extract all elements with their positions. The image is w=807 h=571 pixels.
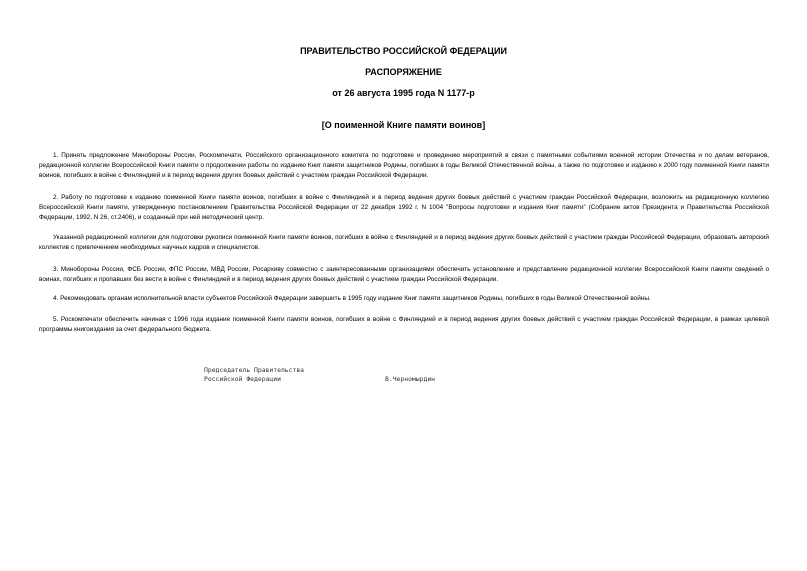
paragraph-3: 3. Минобороны России, ФСБ России, ФПС России, МВД России, Росархиву совместно с заинтересованными организациями обеспечить установление и представление редакционной коллегии Всероссийской Книги памяти сведений о воинах, погибших и пропавших без вести в войне с Финляндией и в период ведения других боевых действий с участием граждан Российской Федерации. bbox=[39, 266, 769, 283]
document-type-heading: РАСПОРЯЖЕНИЕ bbox=[365, 67, 442, 77]
signatory-title-line-1: Председатель Правительства bbox=[204, 366, 305, 374]
paragraph-2-continued: Указанной редакционной коллегии для подготовки рукописи поименной Книги памяти воинов, погибших в войне с Финляндией и в период ведения других боевых действий с участием граждан Российской Федерации, образовать авторский коллектив с привлечением необходимых научных кадров и специалистов. bbox=[39, 234, 769, 251]
document-subject: [О поименной Книге памяти воинов] bbox=[321, 120, 486, 130]
paragraph-5: 5. Роскомпечати обеспечить начиная с 1996 года издание поименной Книги памяти воинов, погибших в войне с Финляндией и в период ведения других боевых действий с участием граждан Российской Федерации, в рамках целевой программы книгоиздания за счет федерального бюджета. bbox=[39, 316, 769, 333]
paragraph-1: 1. Принять предложение Минобороны России, Роскомпечати, Российского организационного комитета по подготовке и проведению мероприятий в связи с памятными событиями военной истории Отечества и по делам ветеранов, редакционной коллегии Всероссийской Книги памяти о продолжении работы по изданию Книг памяти защитников Родины, погибших в годы Великой Отечественной войны, а также по подготовке и изданию к 2000 году поименной Книги памяти воинов, погибших в войне с Финляндией и в период ведения других боевых действий с участием граждан Российской Федерации. bbox=[39, 152, 769, 179]
signatory-name: В.Черномырдин bbox=[385, 375, 436, 383]
paragraph-4: 4. Рекомендовать органам исполнительной власти субъектов Российской Федерации завершить в 1995 году издание Книг памяти защитников Родины, погибших в годы Великой Отечественной войны. bbox=[53, 295, 651, 302]
signatory-title-line-2: Российской Федерации bbox=[204, 375, 281, 383]
issuer-heading: ПРАВИТЕЛЬСТВО РОССИЙСКОЙ ФЕДЕРАЦИИ bbox=[300, 46, 507, 56]
document-date-number: от 26 августа 1995 года N 1177-р bbox=[332, 88, 475, 98]
paragraph-2: 2. Работу по подготовке к изданию поименной Книги памяти воинов, погибших в войне с Финляндией и в период ведения других боевых действий с участием граждан Российской Федерации, возложить на редакционную коллегию Всероссийской Книги памяти, утвержденную постановлением Правительства Российской Федерации от 22 декабря 1992 г. N 1004 "Вопросы подготовки и издания Книг памяти" (Собрание актов Президента и Правительства Российской Федерации, 1992, N 26, ст.2406), и созданный при ней методический центр. bbox=[39, 194, 769, 221]
